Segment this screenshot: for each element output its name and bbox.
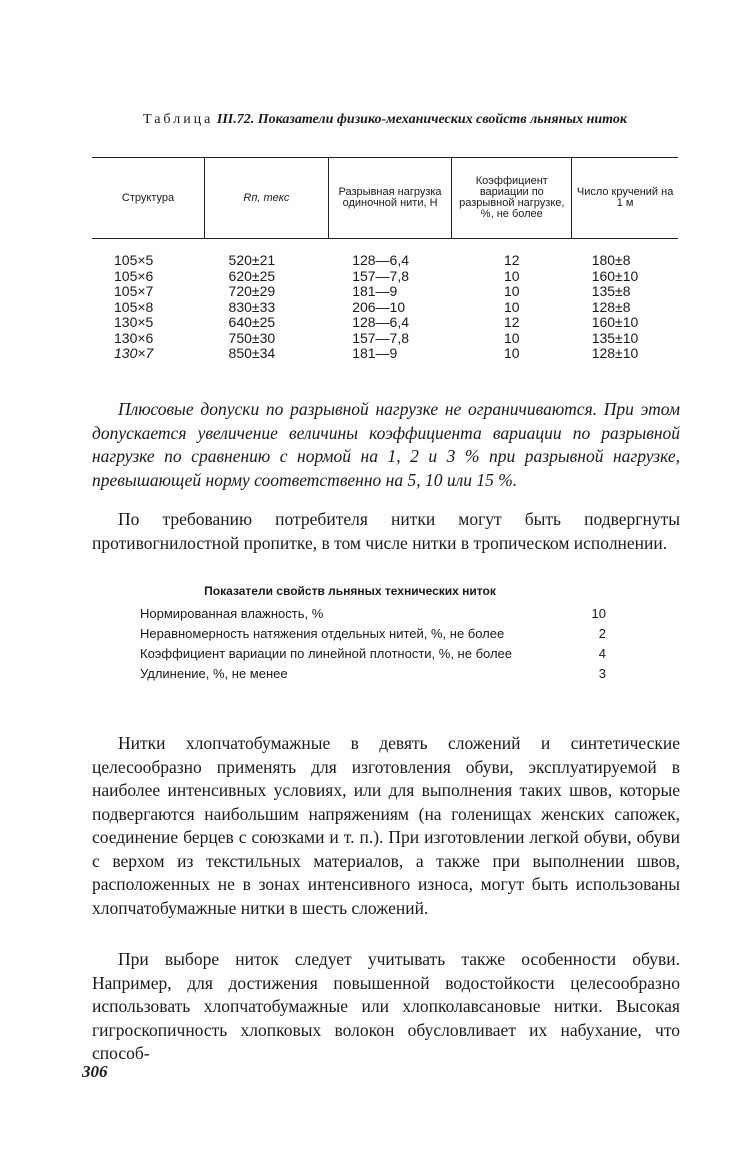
header-twists: Число кручений на 1 м [572, 158, 678, 239]
prop-label: Неравномерность натяжения отдельных нитей, %, не более [140, 626, 505, 641]
cell-rp: 640±25 [228, 314, 276, 330]
table-row [92, 300, 678, 316]
list-item [140, 606, 620, 626]
cell-rp: 620±25 [228, 267, 276, 284]
table-header-row [92, 158, 678, 239]
header-variation: Коэффициент вариации по разрывной нагрузке, %, не более [452, 158, 572, 239]
cell-variation: 10 [504, 345, 520, 361]
cell-structure: 105×8 [114, 298, 154, 315]
caption-lead: Таблица [143, 112, 214, 127]
cell-twists: 128±8 [591, 298, 631, 315]
prop-label: Нормированная влажность, % [140, 606, 324, 621]
cell-rp: 850±34 [228, 345, 276, 361]
cell-variation: 10 [504, 298, 520, 315]
table-row [92, 284, 678, 300]
table-row [92, 315, 678, 331]
cell-rp: 830±33 [228, 298, 276, 315]
page-number: 306 [82, 1062, 108, 1081]
props-title: Показатели свойств льняных технических ниток [204, 584, 496, 598]
cell-structure: 105×5 [114, 252, 154, 268]
cell-rp: 720±29 [228, 283, 276, 299]
cell-variation: 10 [504, 267, 520, 284]
prop-label: Коэффициент вариации по линейной плотности, %, не более [140, 646, 513, 661]
cell-variation: 12 [504, 252, 520, 268]
header-structure: Структура [92, 158, 205, 239]
list-item [140, 646, 620, 666]
prop-value: 4 [598, 646, 606, 661]
cell-load: 206—10 [352, 298, 406, 315]
cell-structure: 105×7 [114, 283, 154, 299]
cell-structure: 130×5 [114, 314, 154, 330]
cell-variation: 12 [504, 314, 520, 330]
cell-variation: 10 [504, 329, 520, 346]
cell-twists: 180±8 [591, 252, 631, 268]
cell-twists: 135±10 [591, 329, 639, 346]
header-rp: Rп, текс [205, 158, 329, 239]
cell-load: 128—6,4 [352, 252, 410, 268]
cell-load: 157—7,8 [352, 329, 410, 346]
technical-props-list [140, 606, 620, 686]
cell-twists: 128±10 [591, 345, 639, 361]
cell-load: 181—9 [352, 345, 398, 361]
cell-twists: 160±10 [591, 267, 639, 284]
properties-table [92, 157, 678, 366]
cell-twists: 135±8 [591, 283, 631, 299]
paragraph-impregnation: По требованию потребителя нитки могут быть подвергнуты противогнилостной пропитке, в том числе нитки в тропическом исполнении. [92, 509, 680, 553]
list-item [140, 666, 620, 686]
cell-rp: 750±30 [228, 329, 276, 346]
paragraph-thread-choice: При выборе ниток следует учитывать также особенности обуви. Например, для достижения повышенной водостойкости целесообразно использовать хлопчатобумажные или хлопколавсановые нитки. Высокая гигроскопичность хлопковых волокон обусловливает их набухание, что способ- [92, 949, 680, 1063]
prop-value: 2 [598, 626, 606, 641]
cell-variation: 10 [504, 283, 520, 299]
cell-structure: 105×6 [114, 267, 154, 284]
cell-structure: 130×7 [114, 345, 154, 361]
table-caption [90, 112, 680, 128]
cell-rp: 520±21 [228, 252, 276, 268]
prop-value: 3 [598, 666, 606, 681]
table-row [92, 239, 678, 269]
cell-load: 157—7,8 [352, 267, 410, 284]
paragraph-cotton-threads: Нитки хлопчатобумажные в девять сложений и синтетические целесообразно применять для изготовления обуви, эксплуатируемой в наиболее интенсивных условиях, или для выполнения таких швов, которые подвергаются наибольшим напряжениям (на голенищах женских сапожек, соединение берцев с союзками и т. п.). При изготовлении легкой обуви, обуви с верхом из текстильных материалов, а также при выполнении швов, расположенных не в зонах интенсивного износа, могут быть использованы хлопчатобумажные нитки в шесть сложений. [92, 733, 680, 918]
caption-title: III.72. Показатели физико-механических свойств льняных ниток [216, 112, 627, 127]
prop-value: 10 [591, 606, 606, 621]
cell-load: 128—6,4 [352, 314, 410, 330]
cell-load: 181—9 [352, 283, 398, 299]
paragraph-tolerances: Плюсовые допуски по разрывной нагрузке не ограничиваются. При этом допускается увеличение величины коэффициента вариации по разрывной нагрузке по сравнению с нормой на 1, 2 и 3 % при разрывной нагрузке, превышающей норму соответственно на 5, 10 или 15 %. [92, 399, 680, 490]
header-breaking-load: Разрывная нагрузка одиночной нити, Н [328, 158, 452, 239]
prop-label: Удлинение, %, не менее [140, 666, 288, 681]
list-item [140, 626, 620, 646]
table-row [92, 269, 678, 285]
cell-structure: 130×6 [114, 329, 154, 346]
table-row [92, 346, 678, 366]
cell-twists: 160±10 [591, 314, 639, 330]
table-row [92, 331, 678, 347]
